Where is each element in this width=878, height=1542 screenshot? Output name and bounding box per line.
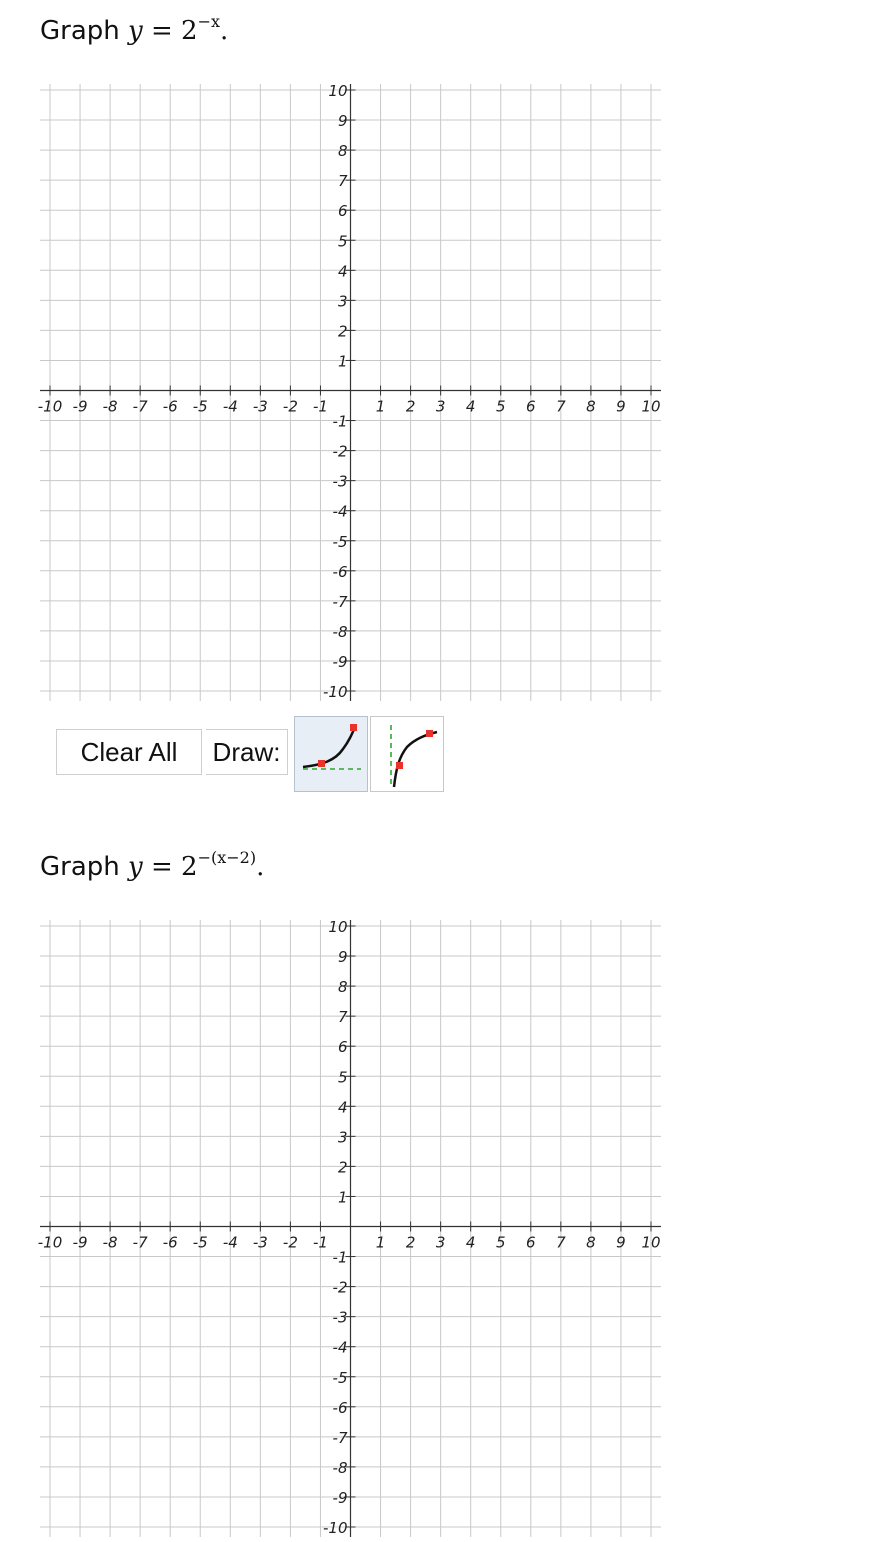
x-tick-label: 8	[586, 397, 596, 416]
x-tick-label: -10	[38, 397, 63, 416]
y-tick-label: 4	[337, 262, 348, 281]
y-tick-label: -3	[332, 1308, 348, 1327]
clear-all-button[interactable]: Clear All	[56, 729, 202, 775]
equation-lhs: y	[128, 852, 143, 882]
x-tick-label: -1	[312, 397, 328, 416]
y-tick-label: -4	[332, 1338, 348, 1357]
y-tick-label: 7	[337, 172, 348, 191]
equation-exponent: −x	[197, 12, 221, 31]
y-tick-label: 6	[337, 1038, 348, 1057]
question-1-title	[40, 6, 228, 47]
y-tick-label: 8	[337, 978, 348, 997]
y-tick-label: -2	[332, 442, 348, 461]
x-tick-label: -10	[38, 1233, 63, 1252]
y-tick-label: -3	[332, 472, 348, 491]
y-tick-label: 9	[337, 948, 348, 967]
question-2-title	[40, 842, 264, 883]
x-tick-label: 2	[405, 397, 416, 416]
exponential-tool-button[interactable]	[294, 716, 368, 792]
x-tick-label: 6	[526, 397, 536, 416]
x-tick-label: -5	[192, 397, 208, 416]
y-tick-label: 3	[337, 292, 348, 311]
y-tick-label: 7	[337, 1008, 348, 1027]
x-tick-label: -3	[252, 397, 268, 416]
y-tick-label: 4	[337, 1098, 348, 1117]
x-tick-label: -7	[132, 1233, 148, 1252]
x-tick-label: 4	[465, 397, 476, 416]
y-tick-label: -8	[332, 1458, 348, 1477]
x-tick-label: -6	[162, 1233, 178, 1252]
x-tick-label: -4	[222, 397, 238, 416]
equation-exponent: −(x−2)	[197, 848, 257, 867]
x-tick-label: 9	[616, 397, 626, 416]
y-tick-label: -10	[323, 1519, 348, 1537]
x-tick-label: 6	[526, 1233, 536, 1252]
y-tick-label: -4	[332, 502, 348, 521]
y-tick-label: -7	[332, 1428, 348, 1447]
graph-2[interactable]	[38, 920, 664, 1542]
x-tick-label: -8	[102, 397, 118, 416]
coordinate-grid-1[interactable]	[38, 84, 664, 706]
x-tick-label: 1	[375, 397, 386, 416]
y-tick-label: -6	[332, 1398, 348, 1417]
y-tick-label: 1	[337, 1188, 348, 1207]
x-tick-label: -2	[282, 1233, 298, 1252]
y-tick-label: -7	[332, 592, 348, 611]
x-tick-label: -9	[72, 1233, 88, 1252]
y-tick-label: 2	[337, 322, 348, 341]
y-tick-label: 10	[328, 920, 348, 936]
question-prompt: Graph	[40, 16, 120, 46]
x-tick-label: 8	[586, 1233, 596, 1252]
graph-1[interactable]	[38, 84, 664, 706]
x-tick-label: 3	[435, 1233, 446, 1252]
x-tick-label: -3	[252, 1233, 268, 1252]
x-tick-label: -4	[222, 1233, 238, 1252]
y-tick-label: -9	[332, 1488, 348, 1507]
equation	[128, 848, 265, 882]
x-tick-label: 10	[641, 1233, 661, 1252]
x-tick-label: 5	[495, 397, 506, 416]
y-tick-label: -10	[323, 683, 348, 701]
y-tick-label: 1	[337, 352, 348, 371]
x-tick-label: 7	[556, 397, 566, 416]
coordinate-grid-2[interactable]	[38, 920, 664, 1542]
y-tick-label: -8	[332, 622, 348, 641]
x-tick-label: 7	[556, 1233, 566, 1252]
y-tick-label: -2	[332, 1278, 348, 1297]
x-tick-label: 2	[405, 1233, 416, 1252]
x-tick-label: 1	[375, 1233, 386, 1252]
y-tick-label: -5	[332, 532, 348, 551]
draw-label: Draw:	[206, 729, 288, 775]
y-tick-label: 2	[337, 1158, 348, 1177]
x-tick-label: -2	[282, 397, 298, 416]
equation	[128, 12, 229, 46]
equation-period: .	[220, 16, 229, 46]
x-tick-label: 9	[616, 1233, 626, 1252]
x-tick-label: -1	[312, 1233, 328, 1252]
y-tick-label: -1	[332, 1248, 348, 1267]
x-tick-label: -7	[132, 397, 148, 416]
exponential-curve-icon	[295, 717, 367, 791]
x-tick-label: -5	[192, 1233, 208, 1252]
equation-period: .	[256, 852, 265, 882]
y-tick-label: 5	[337, 232, 348, 251]
y-tick-label: 5	[337, 1068, 348, 1087]
x-tick-label: -8	[102, 1233, 118, 1252]
x-tick-label: -9	[72, 397, 88, 416]
y-tick-label: 6	[337, 202, 348, 221]
x-tick-label: -6	[162, 397, 178, 416]
equation-lhs: y	[128, 16, 143, 46]
y-tick-label: -5	[332, 1368, 348, 1387]
question-prompt: Graph	[40, 852, 120, 882]
x-tick-label: 3	[435, 397, 446, 416]
y-tick-label: -1	[332, 412, 348, 431]
y-tick-label: -6	[332, 562, 348, 581]
y-tick-label: 8	[337, 142, 348, 161]
equation-base: = 2	[142, 852, 198, 882]
y-tick-label: 9	[337, 112, 348, 131]
x-tick-label: 10	[641, 397, 661, 416]
x-tick-label: 4	[465, 1233, 476, 1252]
y-tick-label: -9	[332, 652, 348, 671]
y-tick-label: 10	[328, 84, 348, 100]
y-tick-label: 3	[337, 1128, 348, 1147]
logarithmic-curve-icon	[371, 717, 443, 791]
logarithmic-tool-button[interactable]	[370, 716, 444, 792]
equation-base: = 2	[142, 16, 198, 46]
x-tick-label: 5	[495, 1233, 506, 1252]
